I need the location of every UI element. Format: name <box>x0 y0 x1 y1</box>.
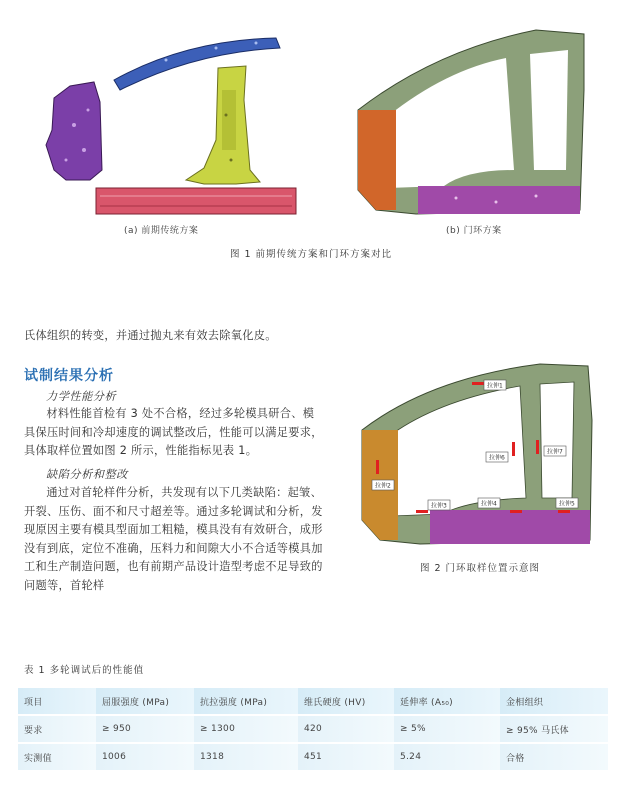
svg-text:拉伸1: 拉伸1 <box>487 382 503 390</box>
table-header-cell: 项目 <box>18 688 96 715</box>
paragraph-mechanical: 材料性能首检有 3 处不合格，经过多轮模具研合、模具保压时间和冷却速度的调试整改后，性能可以满足要求，具体取样位置如图 2 所示，性能指标见表 1。 <box>24 407 323 458</box>
sample-label-3 <box>428 500 450 510</box>
roof-rail-part <box>114 38 280 90</box>
table-header-cell: 维氏硬度 (HV) <box>298 688 394 715</box>
table-header-cell: 金相组织 <box>500 688 608 715</box>
paragraph-top: 氏体组织的转变，并通过抛丸来有效去除氧化皮。 <box>24 329 277 342</box>
subsection-title-defects: 缺陷分析和整改 <box>46 468 128 481</box>
table-cell: ≥ 950 <box>96 715 194 743</box>
table-header-cell: 延伸率 (A₅₀) <box>394 688 500 715</box>
table-cell: 451 <box>298 743 394 771</box>
table1-title: 表 1 多轮调试后的性能值 <box>24 665 145 676</box>
table-cell: ≥ 1300 <box>194 715 298 743</box>
figure1-caption-b: (b) 门环方案 <box>446 226 502 236</box>
figure1-drawing <box>36 20 596 225</box>
figure1-caption-a: (a) 前期传统方案 <box>124 226 199 236</box>
table-cell: 5.24 <box>394 743 500 771</box>
subsection-title-mechanical: 力学性能分析 <box>46 390 117 403</box>
svg-text:拉伸2: 拉伸2 <box>375 482 391 490</box>
svg-text:拉伸5: 拉伸5 <box>559 500 575 508</box>
sill-part <box>96 188 296 214</box>
table-cell: 1318 <box>194 743 298 771</box>
sample-label-1 <box>484 380 506 390</box>
section-title: 试制结果分析 <box>24 368 114 384</box>
svg-text:拉伸3: 拉伸3 <box>431 502 447 510</box>
table-cell: 420 <box>298 715 394 743</box>
sample-label-5 <box>556 498 578 508</box>
table-row <box>18 743 608 771</box>
figure2-title: 图 2 门环取样位置示意图 <box>419 563 541 574</box>
b-pillar-part <box>186 66 260 184</box>
table-header-cell: 屈服强度 (MPa) <box>96 688 194 715</box>
sample-label-6 <box>486 452 508 462</box>
svg-text:拉伸7: 拉伸7 <box>547 448 563 456</box>
table-cell: ≥ 95% 马氏体 <box>500 715 608 743</box>
figure2-drawing <box>360 360 600 545</box>
sample-label-2 <box>372 480 394 490</box>
table-cell: ≥ 5% <box>394 715 500 743</box>
sample-label-7 <box>544 446 566 456</box>
table-header-row <box>18 688 608 715</box>
door-ring-part <box>358 30 584 214</box>
table-cell: 合格 <box>500 743 608 771</box>
table-row <box>18 715 608 743</box>
table-cell: 1006 <box>96 743 194 771</box>
table-cell: 实测值 <box>18 743 96 771</box>
sample-label-4 <box>478 498 500 508</box>
front-pillar-part <box>46 82 102 180</box>
svg-text:拉伸4: 拉伸4 <box>481 500 497 508</box>
figure1-title: 图 1 前期传统方案和门环方案对比 <box>229 249 393 260</box>
svg-text:拉伸6: 拉伸6 <box>489 454 505 462</box>
table-cell: 要求 <box>18 715 96 743</box>
paragraph-defects: 通过对首轮样件分析，共发现有以下几类缺陷：起皱、开裂、压伤、面不和尺寸超差等。通过多轮调试和分析，发现原因主要有模具型面加工粗糙，模具没有有效研合，成形没有到底，定位不准确，压料力和间隙大小不合适等模具加工和生产制造问题，也有前期产品设计造型考虑不足导致的问题等，首轮样 <box>24 486 323 592</box>
table1 <box>18 688 608 772</box>
table-header-cell: 抗拉强度 (MPa) <box>194 688 298 715</box>
